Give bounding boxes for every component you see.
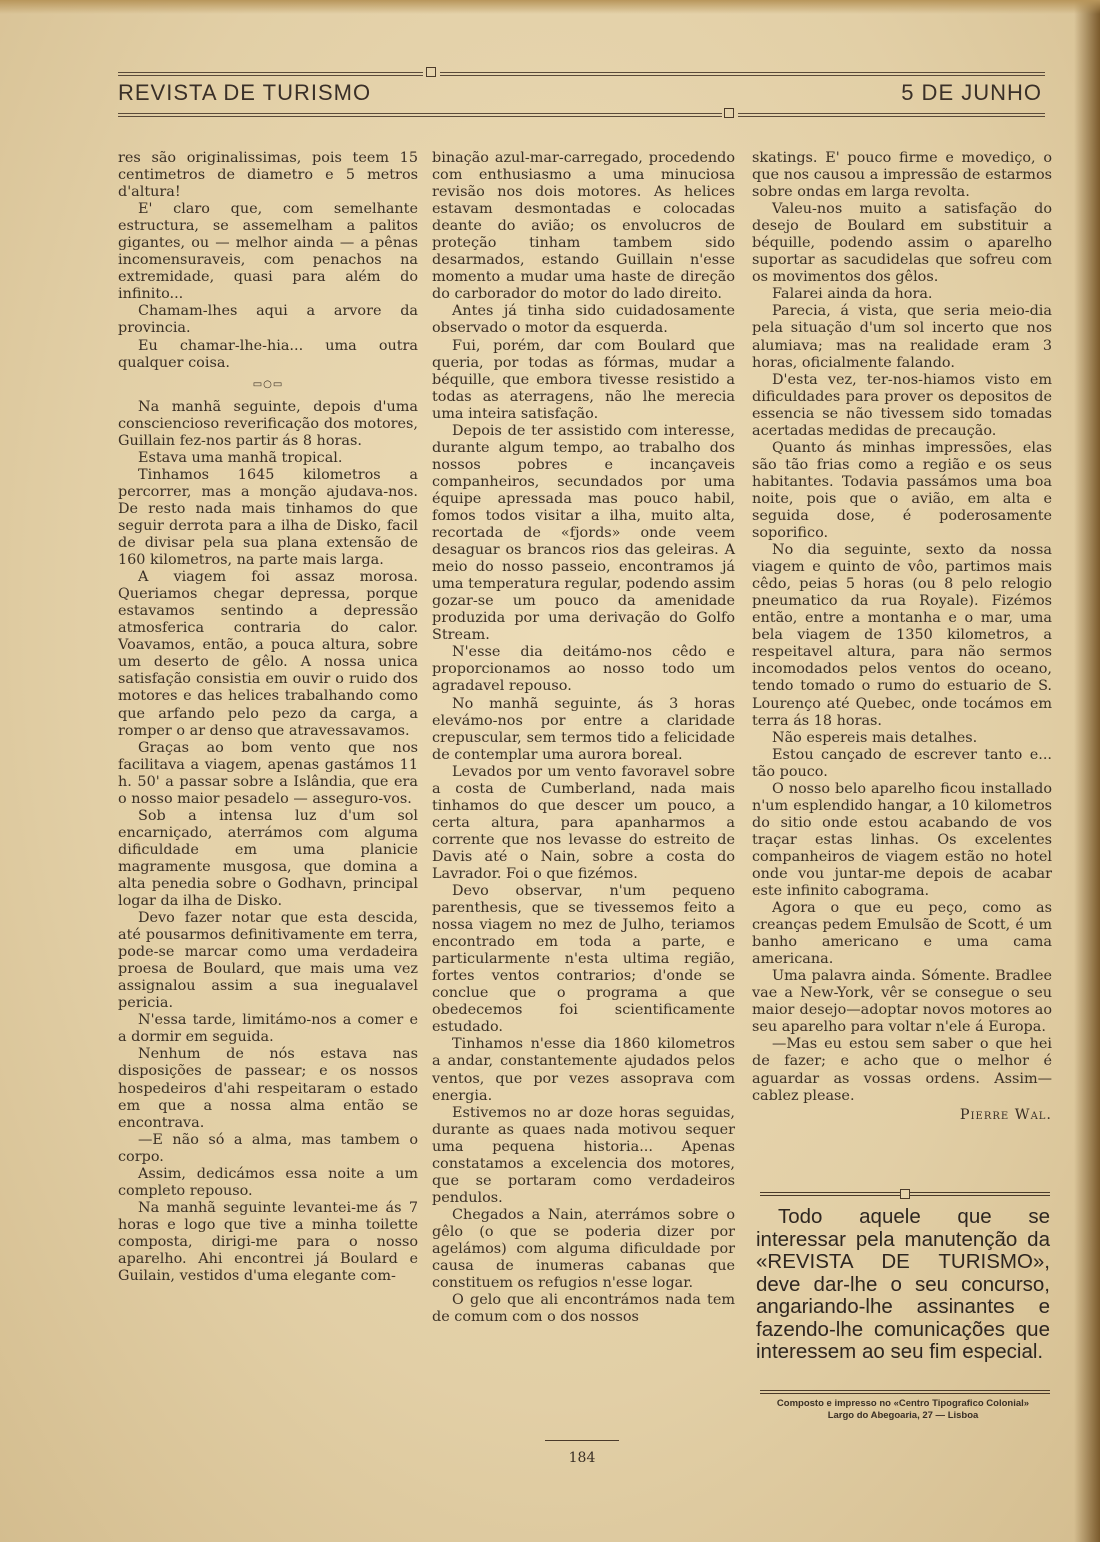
header-rule-ornament-2 <box>724 108 734 118</box>
section-ornament: ▭○▭ <box>252 378 284 390</box>
paragraph: A viagem foi assaz morosa. Queriamos chegar depressa, porque estavamos sentindo a depressão atmosferica contraria do calor. Voavamos, então, a pouca altura, sobre um deserto de gêlo. A nossa unica satisfação consistia em ouvir o ruido dos motores e das helices trabalhando como que arfando pelo pezo da carga, a romper o ar denso que atravessavamos. <box>118 569 418 739</box>
paragraph: Estou cançado de escrever tanto e... tão pouco. <box>752 746 1052 780</box>
paragraph: —E não só a alma, mas tambem o corpo. <box>118 1131 418 1165</box>
article-column-1 <box>118 150 418 1285</box>
page-number: 184 <box>568 1450 596 1466</box>
paragraph: Chegados a Nain, aterrámos sobre o gêlo (o que se poderia dizer por agelámos) com alguma dificuldade por causa de inumeras cabanas que constituem os refugios n'esse logar. <box>432 1206 735 1292</box>
paragraph: Tinhamos n'esse dia 1860 kilometros a andar, constantemente ajudados pelos ventos, que por vezes assoprava com energia. <box>432 1036 735 1104</box>
paragraph: Tinhamos 1645 kilometros a percorrer, mas a monção ajudava-nos. De resto nada mais tinhamos do que seguir derrota para a ilha de Disko, facil de divisar pela sua plana extensão de 160 kilometros, na parte mais larga. <box>118 466 418 569</box>
paragraph: Não espereis mais detalhes. <box>772 729 978 746</box>
paragraph: Na manhã seguinte levantei-me ás 7 horas e logo que tive a minha toilette composta, dirigi-me para o nosso aparelho. Ahi encontrei já Boulard e Guilain, vestidos d'uma elegante com- <box>118 1199 418 1285</box>
paragraph: D'esta vez, ter-nos-hiamos visto em dificuldades para prover os depositos de essencia se não tivessem sido tomadas acertadas medidas de precaução. <box>752 371 1052 439</box>
paragraph: No manhã seguinte, ás 3 horas elevámo-nos por entre a claridade crepuscular, sem termos tido a felicidade de contemplar uma aurora boreal. <box>432 695 735 763</box>
paragraph: binação azul-mar-carregado, procedendo com enthusiasmo a uma minuciosa revisão nos dois motores. As helices estavam desmontadas e colocadas deante do avião; os envolucros de proteção tinham tambem sido desarmados, estando Guillain n'esse momento a mudar uma haste de direção do carborador do motor do lado direito. <box>432 150 735 303</box>
notice-text: Todo aquele que se interessar pela manutenção da «REVISTA DE TURISMO», deve dar-lhe o seu concurso, angariando-lhe assinantes e fazendo-lhe comunicações que interessem ao seu fim especial. <box>756 1205 1050 1363</box>
paragraph: Na manhã seguinte, depois d'uma consciencioso reverificação dos motores, Guillain fez-nos partir ás 8 horas. <box>118 398 418 449</box>
paragraph: O gelo que ali encontrámos nada tem de comum com o dos nossos <box>432 1292 735 1326</box>
paragraph: Levados por um vento favoravel sobre a costa de Cumberland, nada mais tinhamos do que descer um pouco, a certa altura, para apanharmos a corrente que nos levasse do estreito de Davis até o Nain, sobre a costa do Lavrador. Foi o que fizémos. <box>432 763 735 882</box>
header-rule-ornament <box>426 67 436 77</box>
paragraph: skatings. E' pouco firme e movediço, o que nos causou a impressão de estarmos sobre ondas em larga revolta. <box>752 150 1052 201</box>
header-rule-top-left <box>118 72 423 76</box>
header-rule-top-right <box>440 72 1045 76</box>
paragraph: Estivemos no ar doze horas seguidas, durante as quaes nada motivou sequer uma pequena historia... Apenas constatamos a excelencia dos motores, que se portaram como verdadeiros pendulos. <box>432 1104 735 1206</box>
paragraph: Graças ao bom vento que nos facilitava a viagem, apenas gastámos 11 h. 50' a passar sobre a Islândia, que era o nosso maior pesadelo — asseguro-vos. <box>118 739 418 807</box>
page-top-shadow <box>0 0 1100 14</box>
article-column-3 <box>752 150 1052 1124</box>
paragraph: Falarei ainda da hora. <box>772 286 933 303</box>
paragraph: Sob a intensa luz d'um sol encarniçado, aterrámos com alguma dificuldade em uma planicie magramente musgosa, que domina a alta penedia sobre o Godhavn, principal logar da ilha de Disko. <box>118 807 418 910</box>
paragraph: Estava uma manhã tropical. <box>138 449 343 466</box>
paragraph: res são originalissimas, pois teem 15 centimetros de diametro e 5 metros d'altura! <box>118 150 418 201</box>
paragraph: Antes já tinha sido cuidadosamente observado o motor da esquerda. <box>432 303 735 337</box>
paragraph: Assim, dedicámos essa noite a um completo repouso. <box>118 1165 418 1199</box>
notice-rule-bottom <box>760 1390 1050 1394</box>
paragraph: Chamam-lhes aqui a arvore da provincia. <box>118 303 418 337</box>
paragraph: Devo fazer notar que esta descida, até pousarmos definitivamente em terra, pode-se marcar como uma verdadeira proesa de Boulard, que mais uma vez assignalou assim a sua inegualavel pericia. <box>118 910 418 1012</box>
paragraph: Quanto ás minhas impressões, elas são tão frias como a região e os seus habitantes. Todavia passámos uma boa noite, pois que o avião, em alta e seguida dose, é poderosamente soporifico. <box>752 439 1052 542</box>
paragraph: Eu chamar-lhe-hia... uma outra qualquer coisa. <box>118 337 418 371</box>
publication-title: REVISTA DE TURISMO <box>118 80 372 105</box>
printer-line-2: Largo do Abegoaria, 27 — Lisboa <box>827 1410 979 1421</box>
paragraph: Parecia, á vista, que seria meio-dia pela situação d'um sol incerto que nos alumiava; mas na realidade eram 3 horas, oficialmente falando. <box>752 303 1052 371</box>
issue-date: 5 DE JUNHO <box>901 80 1042 105</box>
author-signature: Pierre Wal. <box>959 1106 1052 1123</box>
paragraph: N'esse dia deitámo-nos cêdo e proporcionamos ao nosso todo um agradavel repouso. <box>432 644 735 695</box>
paragraph: N'essa tarde, limitámo-nos a comer e a dormir em seguida. <box>118 1012 418 1046</box>
subscription-notice <box>756 1206 1050 1364</box>
paragraph: Depois de ter assistido com interesse, durante algum tempo, ao trabalho dos nossos pobres e incançaveis companheiros, secundados por uma équipe apressada mas pouco habil, fomos todos visitar a ilha, muito alta, recortada de «fjords» onde veem desaguar os brancos rios das geleiras. A meio do nosso passeio, encontramos já uma temperatura regular, podendo assim gozar-se um pouco da amenidade produzida por uma derivação do Golfo Stream. <box>432 422 735 644</box>
notice-ornament <box>900 1189 910 1199</box>
paragraph: Uma palavra ainda. Sómente. Bradlee vae a New-York, vêr se consegue o seu maior desejo—adoptar novos motores ao seu aparelho para voltar n'ele á Europa. <box>752 968 1052 1036</box>
paragraph: O nosso belo aparelho ficou installado n'um esplendido hangar, a 10 kilometros do sitio onde estou acabando de vos traçar estas linhas. Os excelentes companheiros de viagem estão no hotel onde vou juntar-me depois de acabar este infinito cabograma. <box>752 780 1052 900</box>
paragraph: E' claro que, com semelhante estructura, se assemelham a palitos gigantes, ou — melhor ainda — a pênas incomensuraveis, com penachos na extremidade, quasi para além do infinito... <box>118 201 418 303</box>
header-rule-bottom-right <box>738 113 1045 117</box>
paragraph: Agora o que eu peço, como as creanças pedem Emulsão de Scott, é um banho americano e uma cama americana. <box>752 900 1052 968</box>
page-edge-shadow <box>1074 0 1100 1542</box>
printer-imprint <box>756 1398 1050 1422</box>
header-rule-bottom-left <box>118 113 722 117</box>
article-column-2 <box>432 150 735 1326</box>
paragraph: Fui, porém, dar com Boulard que queria, por todas as fórmas, mudar a béquille, que embora tivesse resistido a todas as aterragens, não lhe merecia uma inteira satisfação. <box>432 337 735 422</box>
paragraph: Valeu-nos muito a satisfação do desejo de Boulard em substituir a béquille, podendo assim o aparelho suportar as sacudidelas que sofreu com os movimentos dos gêlos. <box>752 201 1052 286</box>
printer-line-1: Composto e impresso no «Centro Tipografico Colonial» <box>776 1398 1030 1409</box>
folio-rule <box>545 1440 619 1441</box>
paragraph: Devo observar, n'um pequeno parenthesis, que se tivessemos feito a nossa viagem no mez de Julho, teriamos encontrado em toda a parte, e particularmente n'esta ultima região, fortes ventos contrarios; d'onde se conclue que o programa a que obedecemos foi scientificamente estudado. <box>432 883 735 1036</box>
paragraph: Nenhum de nós estava nas disposições de passear; e os nossos hospedeiros d'ahi respeitaram o estado em que a nossa alma então se encontrava. <box>118 1046 418 1131</box>
paragraph: —Mas eu estou sem saber o que hei de fazer; e acho que o melhor é aguardar as vossas ordens. Assim— cablez please. <box>752 1036 1052 1104</box>
paragraph: No dia seguinte, sexto da nossa viagem e quinto de vôo, partimos mais cêdo, peias 5 horas (ou 8 pelo relogio pneumatico da rua Royale). Fizémos então, entre a montanha e o mar, uma bela viagem de 1350 kilometros, a respeitavel altura, para não sermos incomodados pelos ventos do oceano, tendo tomado o rumo do estuario de S. Lourenço até Quebec, onde tocámos em terra ás 18 horas. <box>752 542 1052 729</box>
